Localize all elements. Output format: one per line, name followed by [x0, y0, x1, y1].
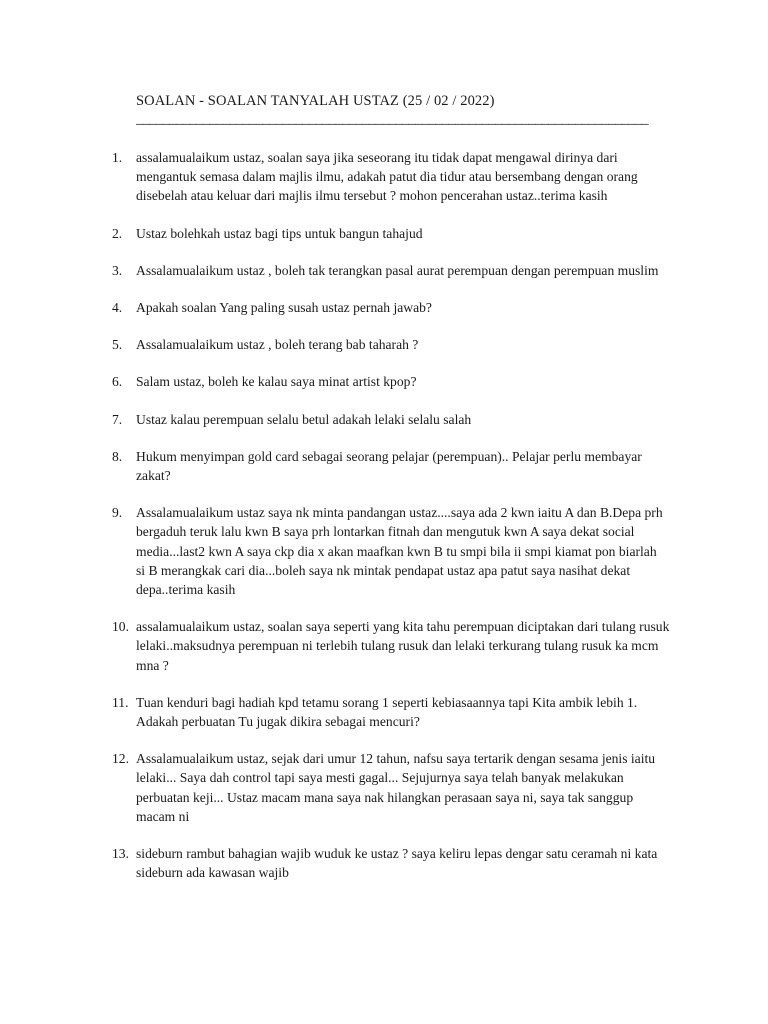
list-item [112, 261, 682, 280]
list-item [112, 617, 682, 675]
question-text: Assalamualaikum ustaz , boleh tak terangkan pasal aurat perempuan dengan perempuan muslim [136, 262, 659, 278]
question-text: Hukum menyimpan gold card sebagai seorang pelajar (perempuan).. Pelajar perlu membayar zakat? [136, 448, 642, 484]
list-item [112, 298, 682, 317]
list-item [112, 693, 682, 731]
question-number: 12. [112, 751, 129, 767]
question-text: assalamualaikum ustaz, soalan saya jika seseorang itu tidak dapat mengawal dirinya dari mengantuk semasa dalam majlis ilmu, adakah patut dia tidur atau bersembang dengan orang disebelah atau keluar dari majlis ilmu tersebut ? mohon pencerahan ustaz..terima kasih [136, 150, 638, 204]
question-number: 11. [112, 694, 129, 710]
question-text: Assalamualaikum ustaz, sejak dari umur 12 tahun, nafsu saya tertarik dengan sesama jenis iaitu lelaki... Saya dah control tapi saya mesti gagal... Sejujurnya saya telah banyak melakukan perbuatan keji... Ustaz macam mana saya nak hilangkan perasaan saya ni, saya tak sanggup macam ni [136, 751, 656, 824]
question-text: Assalamualaikum ustaz saya nk minta pandangan ustaz....saya ada 2 kwn iaitu A dan B.Depa prh bergaduh teruk lalu kwn B saya prh lontarkan fitnah dan mengutuk kwn A saya dekat social media...last2 kwn A saya ckp dia x akan maafkan kwn B tu smpi bila ii smpi kiamat pon biarlah si B merangkak cari dia...boleh saya nk mintak pendapat ustaz apa patut saya nasihat dekat depa..terima kasih [136, 505, 663, 598]
list-item [112, 749, 682, 826]
question-list [112, 148, 682, 882]
question-number: 9. [112, 505, 123, 521]
question-number: 5. [112, 337, 123, 353]
question-number: 2. [112, 225, 123, 241]
question-text: Apakah soalan Yang paling susah ustaz pernah jawab? [136, 300, 432, 316]
question-text: sideburn rambut bahagian wajib wuduk ke ustaz ? saya keliru lepas dengar satu ceramah ni kata sideburn ada kawasan wajib [136, 846, 658, 881]
question-number: 8. [112, 448, 123, 464]
question-number: 13. [112, 846, 129, 862]
list-item [112, 503, 682, 599]
question-number: 7. [112, 411, 123, 427]
question-number: 10. [112, 619, 129, 635]
question-text: Tuan kenduri bagi hadiah kpd tetamu sorang 1 seperti kebiasaannya tapi Kita ambik lebih 1. Adakah perbuatan Tu jugak dikira sebagai mencuri? [136, 694, 638, 730]
list-item [112, 148, 682, 206]
question-number: 3. [112, 262, 123, 278]
list-item [112, 335, 682, 354]
question-number: 6. [112, 374, 123, 390]
list-item [112, 447, 682, 485]
question-number: 4. [112, 300, 123, 316]
question-text: Assalamualaikum ustaz , boleh terang bab taharah ? [136, 337, 419, 353]
question-text: assalamualaikum ustaz, soalan saya seperti yang kita tahu perempuan diciptakan dari tulang rusuk lelaki..maksudnya perempuan ni terlebih tulang rusuk dan lelaki terkurang tulang rusuk ka mcm mna ? [136, 619, 670, 673]
list-item [112, 372, 682, 391]
question-text: Salam ustaz, boleh ke kalau saya minat artist kpop? [136, 374, 417, 390]
list-item [112, 410, 682, 429]
title-underline: _____________________________________________________________________________ [136, 111, 649, 127]
list-item [112, 224, 682, 243]
document-title: SOALAN - SOALAN TANYALAH USTAZ (25 / 02 / 2022) [136, 93, 495, 109]
list-item [112, 844, 682, 882]
question-text: Ustaz kalau perempuan selalu betul adakah lelaki selalu salah [136, 411, 472, 427]
question-number: 1. [112, 150, 123, 165]
question-text: Ustaz bolehkah ustaz bagi tips untuk bangun tahajud [136, 225, 423, 241]
